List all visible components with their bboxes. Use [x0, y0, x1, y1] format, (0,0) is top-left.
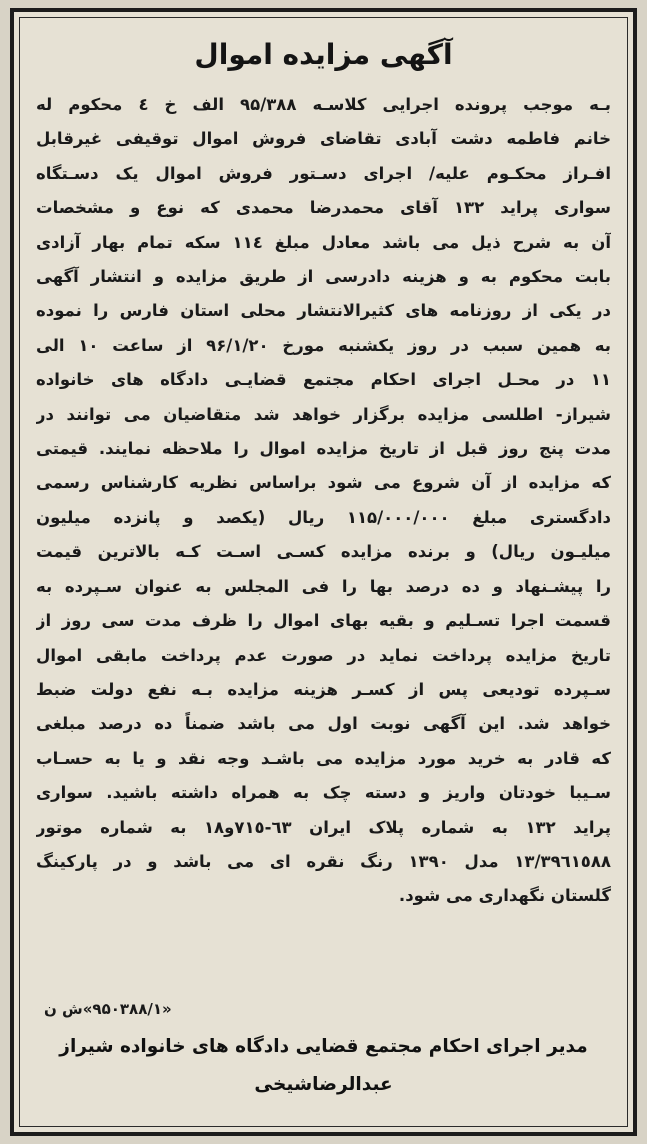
notice-line: در یکی از روزنامه های کثیرالانتشار محلی استان فارس را نموده [36, 301, 611, 321]
notice-line: بابت محکوم به و هزینه دادرسی از طریق مزایده و انتشار آگهی [36, 267, 611, 287]
notice-line: دادگستری مبلغ ۱۱۵/۰۰۰/۰۰۰ ریال (یکصد و پانزده میلیون [36, 507, 611, 527]
notice-body [36, 88, 611, 914]
notice-line: پراید ۱۳۲ به شماره پلاک ایران ٦٣-٧١٥و١٨ به شماره موتور [36, 817, 611, 837]
notice-line: خانم فاطمه دشت آبادی تقاضای فروش اموال توقیفی غیرقابل [36, 129, 611, 149]
notice-line: خواهد شد. این آگهی نوبت اول می باشد ضمناً ده درصد مبلغی [36, 714, 611, 734]
signature-name: عبدالرضاشیخی [254, 1074, 393, 1095]
notice-line: سـیبا خودتان واریز و دسته چک به همراه داشته باشید. سواری [36, 783, 611, 803]
notice-line: سواری پراید ۱۳۲ آقای محمدرضا محمدی که نوع و مشخصات [36, 198, 611, 218]
notice-line: را پیشـنهاد و ده درصد بها را فی المجلس به عنوان سـپرده به [36, 576, 611, 596]
notice-line: افـراز محکـوم علیه/ اجرای دسـتور فروش اموال یک دسـتگاه [36, 163, 611, 183]
notice-line: میلیـون ریال) و برنده مزایده کسـی اسـت کـه بالاترین قیمت [36, 542, 611, 562]
notice-title: آگهی مزایده اموال [194, 38, 453, 71]
notice-line: ۱۱ در محـل اجرای احکام مجتمع قضایـی دادگاه های خانواده [36, 370, 611, 390]
notice-line: شیراز- اطلسی مزایده برگزار خواهد شد متقاضیان می توانند در [36, 404, 611, 424]
notice-line: که مزایده از آن شروع می شود براساس نظریه کارشناس رسمی [36, 473, 611, 493]
notice-frame [10, 8, 637, 1136]
notice-line: ۱۳/۳۹٦۱٥۸۸ مدل ۱۳۹۰ رنگ نقره ای می باشد و در پارکینگ [36, 851, 611, 871]
notice-line: تاریخ مزایده پرداخت نماید در صورت عدم پرداخت مابقی اموال [36, 645, 611, 665]
notice-line: سـپرده تودیعی پس از کسـر هزینه مزایده بـه نفع دولت ضبط [36, 679, 611, 699]
notice-line: مدت پنج روز قبل از تاریخ مزایده اموال را ملاحظه نمایند. قیمتی [36, 439, 611, 459]
notice-line: گلستان نگهداری می شود. [398, 886, 611, 906]
notice-line: به همین سبب در روز یکشنبه مورخ ۹۶/۱/۲۰ از ساعت ۱۰ الی [36, 335, 611, 355]
signature-office: مدیر اجرای احکام مجتمع قضایی دادگاه های خانواده شیراز [59, 1036, 588, 1057]
notice-inner-border [19, 17, 628, 1127]
notice-line: که قادر به خرید مورد مزایده می باشـد وجه نقد و یا به حسـاب [36, 748, 611, 768]
notice-line: بـه موجب پرونده اجرایی کلاسـه ۹۵/۳۸۸ الف خ ٤ محکوم له [36, 95, 611, 114]
reference-number: «۹۵۰۳۸۸/۱»ش ن [44, 1000, 172, 1018]
notice-line: قسمت اجرا تسـلیم و بقیه بهای اموال را ظرف مدت سی روز از [36, 611, 611, 631]
notice-line: آن به شرح ذیل می باشد معادل مبلغ ١١٤ سکه تمام بهار آزادی [36, 232, 611, 252]
